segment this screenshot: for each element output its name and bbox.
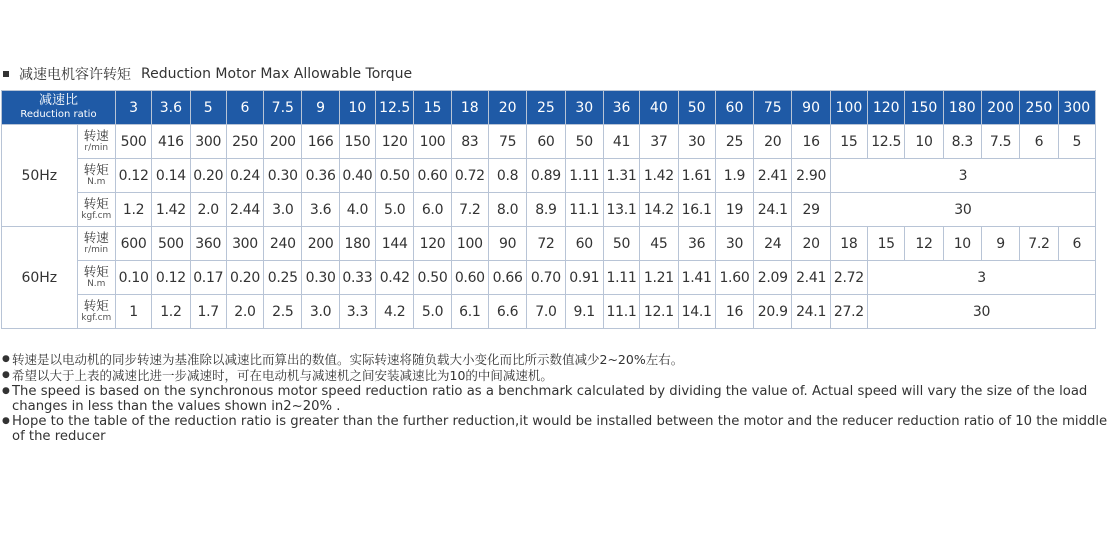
value-cell: 0.60 bbox=[451, 261, 488, 295]
section-title-en: Reduction Motor Max Allowable Torque bbox=[141, 66, 413, 82]
unit-cell bbox=[77, 193, 115, 227]
value-cell: 9.1 bbox=[565, 295, 603, 329]
ratio-header-cell: 9 bbox=[302, 91, 339, 125]
value-cell: 18 bbox=[830, 227, 867, 261]
unit-cell bbox=[77, 295, 115, 329]
value-cell: 15 bbox=[830, 125, 867, 159]
ratio-header-cell: 36 bbox=[603, 91, 639, 125]
ratio-header-cell: 20 bbox=[488, 91, 526, 125]
value-cell: 19 bbox=[715, 193, 753, 227]
value-cell: 600 bbox=[115, 227, 151, 261]
ratio-header-cell: 6 bbox=[226, 91, 263, 125]
note-text: The speed is based on the synchronous motor speed reduction ratio as a benchmark calculated by dividing the value of. Actual speed will vary the size of the load changes in less than the values shown in2~20% . bbox=[12, 384, 1088, 414]
value-cell: 29 bbox=[792, 193, 830, 227]
ratio-header-cell: 3.6 bbox=[152, 91, 190, 125]
value-cell: 0.17 bbox=[190, 261, 226, 295]
value-cell: 2.09 bbox=[754, 261, 792, 295]
ratio-header-cell: 75 bbox=[754, 91, 792, 125]
value-cell: 0.20 bbox=[226, 261, 263, 295]
value-cell: 30 bbox=[678, 125, 715, 159]
value-cell: 11.1 bbox=[565, 193, 603, 227]
value-cell: 100 bbox=[451, 227, 488, 261]
value-cell: 1.21 bbox=[640, 261, 678, 295]
value-cell: 0.8 bbox=[488, 159, 526, 193]
value-cell: 27.2 bbox=[830, 295, 867, 329]
note-item bbox=[2, 352, 1117, 367]
value-cell: 7.2 bbox=[1020, 227, 1058, 261]
value-cell: 360 bbox=[190, 227, 226, 261]
table-row bbox=[2, 227, 1096, 261]
value-cell: 11.1 bbox=[603, 295, 639, 329]
ratio-header-cell: 100 bbox=[830, 91, 867, 125]
value-cell: 1.11 bbox=[603, 261, 639, 295]
value-cell: 0.12 bbox=[115, 159, 151, 193]
notes bbox=[2, 352, 1117, 444]
note-item bbox=[2, 414, 1117, 444]
value-cell: 8.3 bbox=[943, 125, 981, 159]
value-cell: 30 bbox=[868, 295, 1096, 329]
value-cell: 24.1 bbox=[754, 193, 792, 227]
unit-label-en: N.m bbox=[87, 176, 106, 187]
value-cell: 500 bbox=[115, 125, 151, 159]
value-cell: 240 bbox=[264, 227, 302, 261]
corner-header-zh: 减速比 bbox=[38, 92, 78, 108]
square-bullet-icon bbox=[3, 71, 9, 77]
ratio-header-cell: 12.5 bbox=[376, 91, 414, 125]
value-cell: 500 bbox=[152, 227, 190, 261]
table-row bbox=[2, 159, 1096, 193]
bullet-icon: ● bbox=[2, 386, 10, 396]
value-cell: 45 bbox=[640, 227, 678, 261]
value-cell: 0.91 bbox=[565, 261, 603, 295]
value-cell: 1.11 bbox=[565, 159, 603, 193]
note-text: Hope to the table of the reduction ratio is greater than the further reduction,it would be installed between the motor and the reducer reduction ratio of 10 the middle of the reducer bbox=[12, 414, 1108, 444]
value-cell: 2.0 bbox=[190, 193, 226, 227]
value-cell: 9 bbox=[981, 227, 1019, 261]
bullet-icon: ● bbox=[2, 370, 10, 380]
unit-label-zh: 转矩 bbox=[83, 195, 109, 211]
ratio-header-cell: 200 bbox=[981, 91, 1019, 125]
value-cell: 12 bbox=[905, 227, 943, 261]
value-cell: 144 bbox=[376, 227, 414, 261]
ratio-header-cell: 150 bbox=[905, 91, 943, 125]
value-cell: 2.5 bbox=[264, 295, 302, 329]
table-row bbox=[2, 125, 1096, 159]
value-cell: 8.0 bbox=[488, 193, 526, 227]
value-cell: 1.41 bbox=[678, 261, 715, 295]
unit-label-en: kgf.cm bbox=[81, 210, 112, 221]
note-text: 希望以大于上表的减速比进一步减速时，可在电动机与减速机之间安装减速比为10的中间减速机。 bbox=[12, 368, 553, 383]
note-item bbox=[2, 368, 1117, 383]
value-cell: 20 bbox=[792, 227, 830, 261]
value-cell: 24.1 bbox=[792, 295, 830, 329]
value-cell: 3.6 bbox=[302, 193, 339, 227]
value-cell: 14.2 bbox=[640, 193, 678, 227]
value-cell: 3 bbox=[830, 159, 1095, 193]
value-cell: 0.14 bbox=[152, 159, 190, 193]
value-cell: 0.40 bbox=[339, 159, 375, 193]
value-cell: 8.9 bbox=[527, 193, 565, 227]
value-cell: 180 bbox=[339, 227, 375, 261]
unit-label-en: r/min bbox=[84, 244, 109, 255]
value-cell: 41 bbox=[603, 125, 639, 159]
value-cell: 36 bbox=[678, 227, 715, 261]
bullet-icon: ● bbox=[2, 354, 10, 364]
value-cell: 3.0 bbox=[264, 193, 302, 227]
value-cell: 5 bbox=[1058, 125, 1095, 159]
value-cell: 0.72 bbox=[451, 159, 488, 193]
ratio-header-cell: 300 bbox=[1058, 91, 1095, 125]
section-title-zh: 减速电机容许转矩 bbox=[19, 67, 131, 83]
value-cell: 0.20 bbox=[190, 159, 226, 193]
unit-label-zh: 转矩 bbox=[83, 263, 109, 279]
value-cell: 200 bbox=[302, 227, 339, 261]
value-cell: 3.3 bbox=[339, 295, 375, 329]
corner-header-en: Reduction ratio bbox=[20, 108, 97, 120]
value-cell: 0.36 bbox=[302, 159, 339, 193]
unit-label-zh: 转矩 bbox=[83, 297, 109, 313]
value-cell: 75 bbox=[488, 125, 526, 159]
value-cell: 120 bbox=[376, 125, 414, 159]
value-cell: 14.1 bbox=[678, 295, 715, 329]
value-cell: 0.50 bbox=[376, 159, 414, 193]
value-cell: 0.66 bbox=[488, 261, 526, 295]
unit-label-zh: 转速 bbox=[83, 127, 109, 143]
value-cell: 0.10 bbox=[115, 261, 151, 295]
ratio-header-cell: 3 bbox=[115, 91, 151, 125]
ratio-header-cell: 15 bbox=[414, 91, 451, 125]
value-cell: 7.0 bbox=[527, 295, 565, 329]
value-cell: 72 bbox=[527, 227, 565, 261]
value-cell: 2.90 bbox=[792, 159, 830, 193]
unit-label-zh: 转速 bbox=[83, 229, 109, 245]
value-cell: 1.42 bbox=[640, 159, 678, 193]
unit-label-en: kgf.cm bbox=[81, 312, 112, 323]
value-cell: 0.25 bbox=[264, 261, 302, 295]
torque-table bbox=[1, 90, 1096, 329]
note-text: 转速是以电动机的同步转速为基准除以减速比而算出的数值。实际转速将随负载大小变化而比所示数值减少2~20%左右。 bbox=[12, 352, 684, 367]
ratio-header-cell: 50 bbox=[678, 91, 715, 125]
value-cell: 2.44 bbox=[226, 193, 263, 227]
value-cell: 90 bbox=[488, 227, 526, 261]
value-cell: 25 bbox=[715, 125, 753, 159]
value-cell: 3 bbox=[868, 261, 1096, 295]
value-cell: 1.7 bbox=[190, 295, 226, 329]
value-cell: 100 bbox=[414, 125, 451, 159]
value-cell: 13.1 bbox=[603, 193, 639, 227]
value-cell: 20.9 bbox=[754, 295, 792, 329]
value-cell: 300 bbox=[226, 227, 263, 261]
value-cell: 50 bbox=[565, 125, 603, 159]
ratio-header-cell: 180 bbox=[943, 91, 981, 125]
value-cell: 0.12 bbox=[152, 261, 190, 295]
value-cell: 5.0 bbox=[414, 295, 451, 329]
unit-cell bbox=[77, 159, 115, 193]
ratio-header-cell: 5 bbox=[190, 91, 226, 125]
value-cell: 10 bbox=[943, 227, 981, 261]
value-cell: 1.2 bbox=[152, 295, 190, 329]
value-cell: 6.0 bbox=[414, 193, 451, 227]
value-cell: 0.50 bbox=[414, 261, 451, 295]
value-cell: 16 bbox=[715, 295, 753, 329]
value-cell: 12.5 bbox=[868, 125, 905, 159]
value-cell: 0.30 bbox=[264, 159, 302, 193]
table-header-row bbox=[2, 91, 1096, 125]
value-cell: 60 bbox=[527, 125, 565, 159]
note-item bbox=[2, 384, 1117, 414]
value-cell: 166 bbox=[302, 125, 339, 159]
value-cell: 0.30 bbox=[302, 261, 339, 295]
section-title bbox=[2, 64, 412, 84]
value-cell: 15 bbox=[868, 227, 905, 261]
value-cell: 1.61 bbox=[678, 159, 715, 193]
value-cell: 150 bbox=[339, 125, 375, 159]
ratio-header-cell: 18 bbox=[451, 91, 488, 125]
value-cell: 1.42 bbox=[152, 193, 190, 227]
ratio-header-cell: 120 bbox=[868, 91, 905, 125]
value-cell: 3.0 bbox=[302, 295, 339, 329]
value-cell: 0.42 bbox=[376, 261, 414, 295]
unit-label-zh: 转矩 bbox=[83, 161, 109, 177]
value-cell: 120 bbox=[414, 227, 451, 261]
value-cell: 10 bbox=[905, 125, 943, 159]
value-cell: 1.2 bbox=[115, 193, 151, 227]
table-row bbox=[2, 261, 1096, 295]
value-cell: 16 bbox=[792, 125, 830, 159]
value-cell: 4.0 bbox=[339, 193, 375, 227]
unit-cell bbox=[77, 261, 115, 295]
value-cell: 1.9 bbox=[715, 159, 753, 193]
bullet-icon: ● bbox=[2, 416, 10, 426]
value-cell: 24 bbox=[754, 227, 792, 261]
value-cell: 1.60 bbox=[715, 261, 753, 295]
value-cell: 250 bbox=[226, 125, 263, 159]
value-cell: 300 bbox=[190, 125, 226, 159]
value-cell: 0.89 bbox=[527, 159, 565, 193]
value-cell: 1.31 bbox=[603, 159, 639, 193]
value-cell: 0.33 bbox=[339, 261, 375, 295]
value-cell: 2.41 bbox=[754, 159, 792, 193]
value-cell: 83 bbox=[451, 125, 488, 159]
frequency-cell: 50Hz bbox=[2, 125, 78, 227]
value-cell: 37 bbox=[640, 125, 678, 159]
unit-cell bbox=[77, 125, 115, 159]
value-cell: 7.2 bbox=[451, 193, 488, 227]
ratio-header-cell: 60 bbox=[715, 91, 753, 125]
value-cell: 20 bbox=[754, 125, 792, 159]
value-cell: 2.72 bbox=[830, 261, 867, 295]
value-cell: 0.70 bbox=[527, 261, 565, 295]
value-cell: 30 bbox=[830, 193, 1095, 227]
value-cell: 7.5 bbox=[981, 125, 1019, 159]
table-row bbox=[2, 193, 1096, 227]
value-cell: 30 bbox=[715, 227, 753, 261]
ratio-header-cell: 250 bbox=[1020, 91, 1058, 125]
unit-label-en: N.m bbox=[87, 278, 106, 289]
value-cell: 6 bbox=[1058, 227, 1095, 261]
value-cell: 16.1 bbox=[678, 193, 715, 227]
frequency-cell: 60Hz bbox=[2, 227, 78, 329]
value-cell: 6 bbox=[1020, 125, 1058, 159]
ratio-header-cell: 30 bbox=[565, 91, 603, 125]
value-cell: 5.0 bbox=[376, 193, 414, 227]
table-row bbox=[2, 295, 1096, 329]
value-cell: 0.24 bbox=[226, 159, 263, 193]
value-cell: 2.0 bbox=[226, 295, 263, 329]
value-cell: 200 bbox=[264, 125, 302, 159]
value-cell: 6.6 bbox=[488, 295, 526, 329]
value-cell: 2.41 bbox=[792, 261, 830, 295]
value-cell: 1 bbox=[115, 295, 151, 329]
value-cell: 4.2 bbox=[376, 295, 414, 329]
ratio-header-cell: 90 bbox=[792, 91, 830, 125]
value-cell: 416 bbox=[152, 125, 190, 159]
value-cell: 0.60 bbox=[414, 159, 451, 193]
ratio-header-cell: 40 bbox=[640, 91, 678, 125]
ratio-header-cell: 10 bbox=[339, 91, 375, 125]
unit-label-en: r/min bbox=[84, 142, 109, 153]
unit-cell bbox=[77, 227, 115, 261]
corner-header bbox=[2, 91, 116, 125]
ratio-header-cell: 25 bbox=[527, 91, 565, 125]
value-cell: 12.1 bbox=[640, 295, 678, 329]
value-cell: 50 bbox=[603, 227, 639, 261]
value-cell: 6.1 bbox=[451, 295, 488, 329]
ratio-header-cell: 7.5 bbox=[264, 91, 302, 125]
value-cell: 60 bbox=[565, 227, 603, 261]
